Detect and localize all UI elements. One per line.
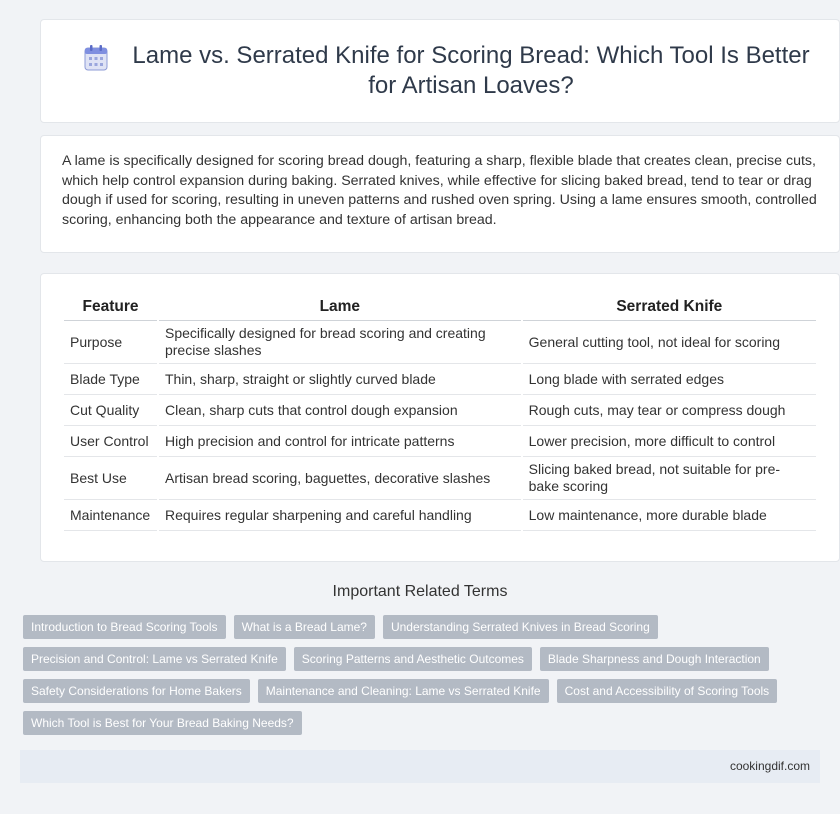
related-tag[interactable]: Cost and Accessibility of Scoring Tools: [557, 679, 778, 703]
calendar-icon: [84, 45, 108, 71]
row-feature: Maintenance: [64, 500, 157, 531]
table-row: [64, 395, 816, 426]
intro-paragraph: A lame is specifically designed for scoring bread dough, featuring a sharp, flexible blade that creates clean, precise cuts, which help control expansion during baking. Serrated knives, while effective for slicing baked bread, tend to tear or drag dough if used for scoring, resulting in uneven patterns and rushed oven spring. Using a lame ensures smooth, controlled scoring, enhancing both the appearance and texture of artisan bread.: [62, 153, 817, 228]
comparison-table: [62, 294, 818, 531]
page-title: Lame vs. Serrated Knife for Scoring Bread: Which Tool Is Better for Artisan Loaves?: [132, 42, 810, 99]
related-tag[interactable]: Which Tool is Best for Your Bread Baking Needs?: [23, 711, 302, 735]
row-serrated: Slicing baked bread, not suitable for pre-bake scoring: [523, 457, 816, 500]
row-feature: Best Use: [64, 457, 157, 500]
related-tag[interactable]: Precision and Control: Lame vs Serrated Knife: [23, 647, 286, 671]
related-terms-tags: [23, 615, 823, 743]
row-serrated: Long blade with serrated edges: [523, 364, 816, 395]
header-feature: Feature: [64, 294, 157, 321]
header-card: [40, 19, 840, 123]
row-lame: Clean, sharp cuts that control dough expansion: [159, 395, 521, 426]
row-lame: High precision and control for intricate patterns: [159, 426, 521, 457]
related-tag[interactable]: Blade Sharpness and Dough Interaction: [540, 647, 769, 671]
row-serrated: Rough cuts, may tear or compress dough: [523, 395, 816, 426]
row-lame: Specifically designed for bread scoring and creating precise slashes: [159, 321, 521, 364]
row-lame: Artisan bread scoring, baguettes, decorative slashes: [159, 457, 521, 500]
related-tag[interactable]: Understanding Serrated Knives in Bread Scoring: [383, 615, 658, 639]
row-lame: Thin, sharp, straight or slightly curved blade: [159, 364, 521, 395]
related-terms-title: Important Related Terms: [332, 583, 508, 600]
table-row: [64, 321, 816, 364]
footer: [20, 750, 820, 783]
row-feature: Blade Type: [64, 364, 157, 395]
table-row: [64, 426, 816, 457]
row-feature: Cut Quality: [64, 395, 157, 426]
related-tag[interactable]: Maintenance and Cleaning: Lame vs Serrated Knife: [258, 679, 549, 703]
row-feature: User Control: [64, 426, 157, 457]
row-serrated: General cutting tool, not ideal for scoring: [523, 321, 816, 364]
related-tag[interactable]: Safety Considerations for Home Bakers: [23, 679, 250, 703]
row-feature: Purpose: [64, 321, 157, 364]
footer-site-link[interactable]: cookingdif.com: [729, 759, 810, 773]
header-lame: Lame: [159, 294, 521, 321]
related-tag[interactable]: Scoring Patterns and Aesthetic Outcomes: [294, 647, 532, 671]
comparison-card: [40, 273, 840, 562]
table-row: [64, 500, 816, 531]
row-serrated: Lower precision, more difficult to control: [523, 426, 816, 457]
related-tag[interactable]: Introduction to Bread Scoring Tools: [23, 615, 226, 639]
header-serrated-knife: Serrated Knife: [523, 294, 816, 321]
table-row: [64, 457, 816, 500]
related-tag[interactable]: What is a Bread Lame?: [234, 615, 375, 639]
intro-card: [40, 135, 840, 253]
table-row: [64, 364, 816, 395]
row-serrated: Low maintenance, more durable blade: [523, 500, 816, 531]
row-lame: Requires regular sharpening and careful handling: [159, 500, 521, 531]
